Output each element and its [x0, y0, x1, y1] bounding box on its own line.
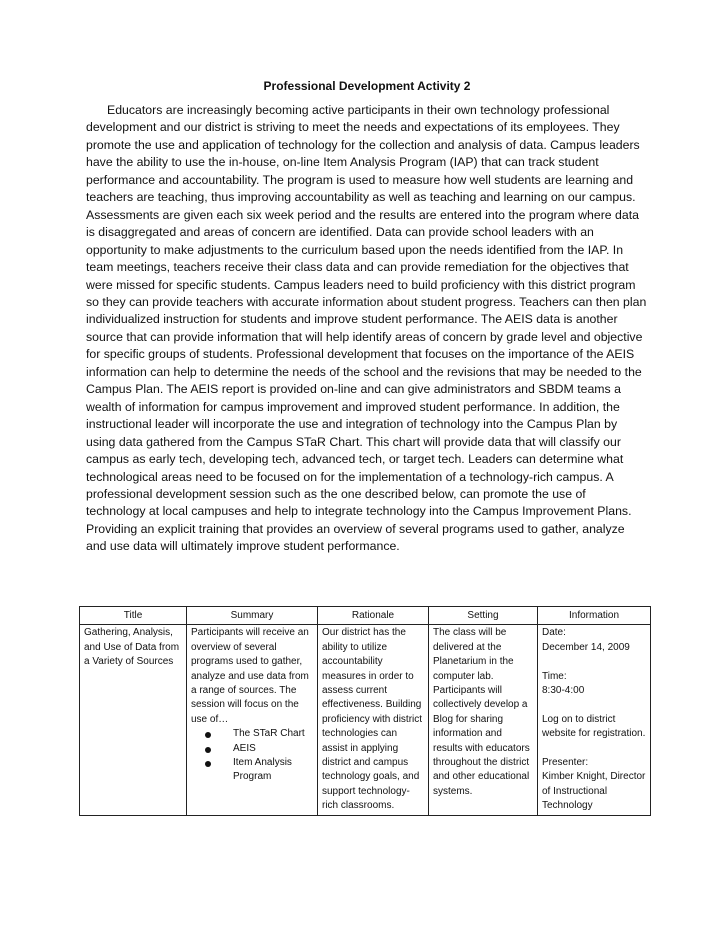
- table-row: [80, 625, 651, 815]
- information-cell: [538, 625, 651, 815]
- table-header-row: [80, 607, 651, 625]
- header-setting: Setting: [429, 607, 538, 625]
- header-title: Title: [80, 607, 187, 625]
- summary-cell: [187, 625, 318, 815]
- page-title: Professional Development Activity 2: [263, 79, 471, 93]
- presenter-value: Kimber Knight, Director of Instructional Technology: [542, 771, 646, 812]
- bullet-icon: [205, 761, 211, 767]
- date-value: December 14, 2009: [542, 641, 630, 653]
- list-item: [205, 742, 313, 756]
- body-paragraph: Educators are increasingly becoming active participants in their own technology professional development and our district is striving to meet the needs and expectations of its employees. They promote the use and application of technology for the collection and analysis of data. Campus leaders have the ability to use the in-house, on-line Item Analysis Program (IAP) that can track student performance and accountability. The program is used to measure how well students are learning and teachers are teaching, thus improving accountability as well as teaching and learning on our campus. Assessments are given each six week period and the results are entered into the program where data is disaggregated and areas of concern are identified. Data can provide school leaders with an opportunity to make adjustments to the curriculum based upon the needs identified from the IAP. In team meetings, teachers receive their class data and can provide remediation for the objectives that were missed for specific students. Campus leaders need to build proficiency with this district program so they can provide teachers with accurate information about student progress. Teachers can then plan individualized instruction for students and improve student performance. The AEIS data is another source that can provide information that will help identify areas of concern by grade level and objective for specific groups of students. Professional development that focuses on the importance of the AEIS information can help to determine the needs of the school and the revisions that may be needed to the Campus Plan. The AEIS report is provided on-line and can give administrators and SBDM teams a wealth of information for campus improvement and improved student performance. In addition, the instructional leader will incorporate the use and integration of technology into the Campus Plan by using data gathered from the Campus STaR Chart. This chart will provide data that will classify our campus as early tech, developing tech, advanced tech, or target tech. Leaders can determine what technological areas need to be focused on for the implementation of a technology-rich campus. A professional development session such as the one described below, can promote the use of technology at local campuses and help to integrate technology into the Campus Improvement Plans. Providing an explicit training that provides an overview of several programs used to gather, analyze and use data will ultimately improve student performance.: [86, 103, 647, 554]
- registration-text: Log on to district website for registration.: [542, 713, 646, 740]
- presenter-label: Presenter:: [542, 757, 589, 769]
- time-value: 8:30-4:00: [542, 685, 585, 697]
- list-item: [205, 727, 313, 741]
- date-label: Date:: [542, 627, 566, 639]
- title-cell: Gathering, Analysis, and Use of Data from a Variety of Sources: [80, 625, 187, 815]
- bullet-label: AEIS: [233, 742, 256, 754]
- bullet-icon: [205, 747, 211, 753]
- summary-bullet-list: [191, 727, 313, 785]
- setting-cell: The class will be delivered at the Planetarium in the computer lab. Participants will collectively develop a Blog for sharing information and results with educators throughout the district and other educational systems.: [429, 625, 538, 815]
- list-item: [205, 756, 313, 785]
- document-page: [86, 78, 648, 556]
- summary-text: Participants will receive an overview of several programs used to gather, analyze and use data from a range of sources. The session will focus on the use of…: [191, 627, 309, 725]
- bullet-label: Item Analysis Program: [233, 757, 292, 783]
- time-label: Time:: [542, 670, 567, 682]
- bullet-label: The STaR Chart: [233, 728, 305, 740]
- bullet-icon: [205, 732, 211, 738]
- header-rationale: Rationale: [318, 607, 429, 625]
- header-summary: Summary: [187, 607, 318, 625]
- rationale-cell: Our district has the ability to utilize accountability measures in order to assess current effectiveness. Building proficiency with district technologies can assist in applying district and campus technology goals, and support technology-rich classrooms.: [318, 625, 429, 815]
- activity-table: [79, 606, 651, 816]
- header-information: Information: [538, 607, 651, 625]
